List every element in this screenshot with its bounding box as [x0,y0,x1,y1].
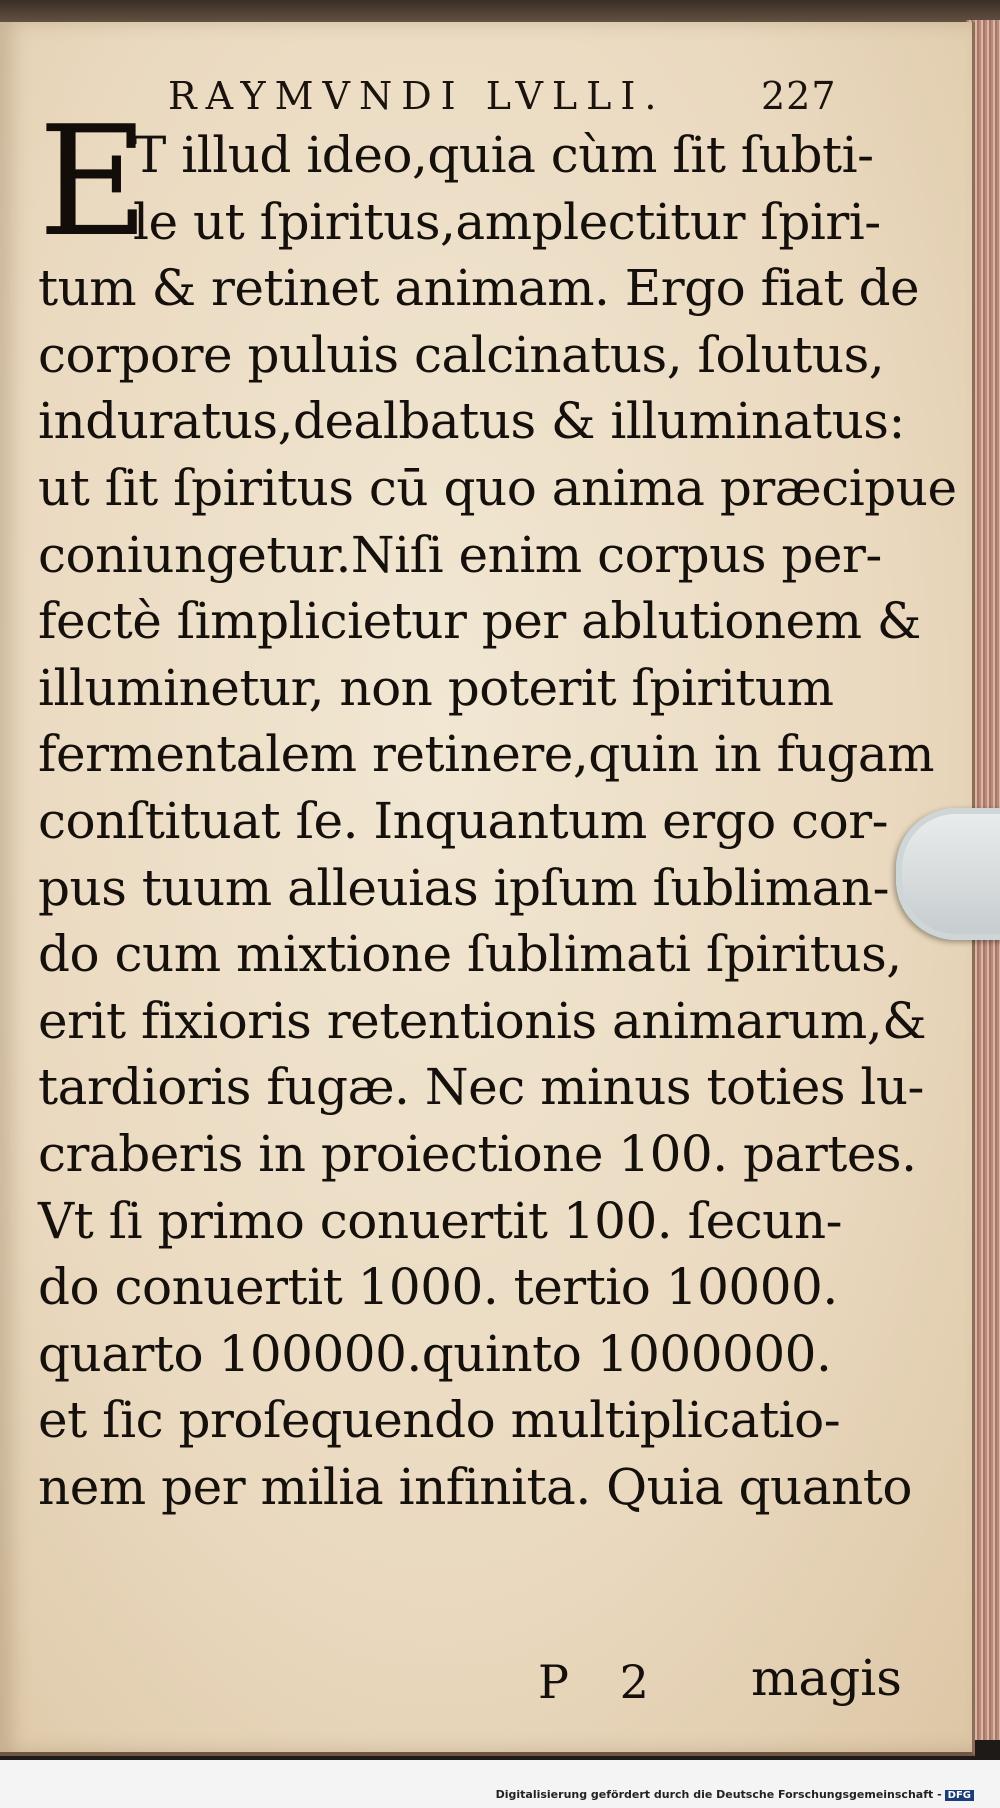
text-line: tum & retinet animam. Ergo fiat de [38,259,920,318]
text-line: Vt ſi primo conuertit 100. ſecun- [38,1191,842,1250]
running-title: RAYMVNDI LVLLI. [168,74,666,118]
bookmark-tab[interactable] [896,808,1000,940]
text-line: induratus,dealbatus & illuminatus: [38,392,905,451]
text-line: coniungetur.Niſi enim corpus per- [38,525,882,584]
signature-mark: P 2 [538,1655,667,1709]
text-line: craberis in proiectione 100. partes. [38,1125,917,1183]
text-line: do conuertit 1000. tertio 10000. [38,1258,838,1317]
text-line: do cum mixtione ſublimati ſpiritus, [38,925,902,984]
credit-text: Digitalisierung gefördert durch die Deutsche Forschungsgemeinschaft - [495,1788,942,1801]
text-line: fermentalem retinere,quin in fugam [38,725,935,784]
catchword: magis [751,1649,902,1707]
dfg-logo: DFG [945,1790,974,1801]
book-page [0,22,975,1756]
text-line: illuminetur, non poterit ſpiritum [38,658,834,717]
text-line: quarto 100000.quinto 1000000. [38,1324,832,1383]
text-line: nem per milia infinita. Quia quanto [38,1458,912,1516]
text-line: erit fixioris retentionis animarum,& [38,991,927,1050]
text-line: corpore puluis calcinatus, ſolutus, [38,325,885,384]
text-line: T illud ideo,quia cùm ſit ſubti- [133,126,874,184]
text-line: et ſic proſequendo multiplicatio- [38,1391,841,1450]
text-line: pus tuum alleuias ipſum ſubliman- [38,858,890,917]
drop-cap: E [38,93,149,270]
text-line: le ut ſpiritus,amplectitur ſpiri- [133,192,881,251]
text-line: ut ſit ſpiritus cū quo anima præcipue [38,459,957,517]
digitization-credit [496,1788,974,1801]
text-line: tardioris fugæ. Nec minus toties lu- [38,1058,924,1117]
text-line: fectè ſimplicietur per ablutionem & [38,592,921,651]
folio-number: 227 [761,74,837,118]
text-line: conſtituat ſe. Inquantum ergo cor- [38,792,889,850]
